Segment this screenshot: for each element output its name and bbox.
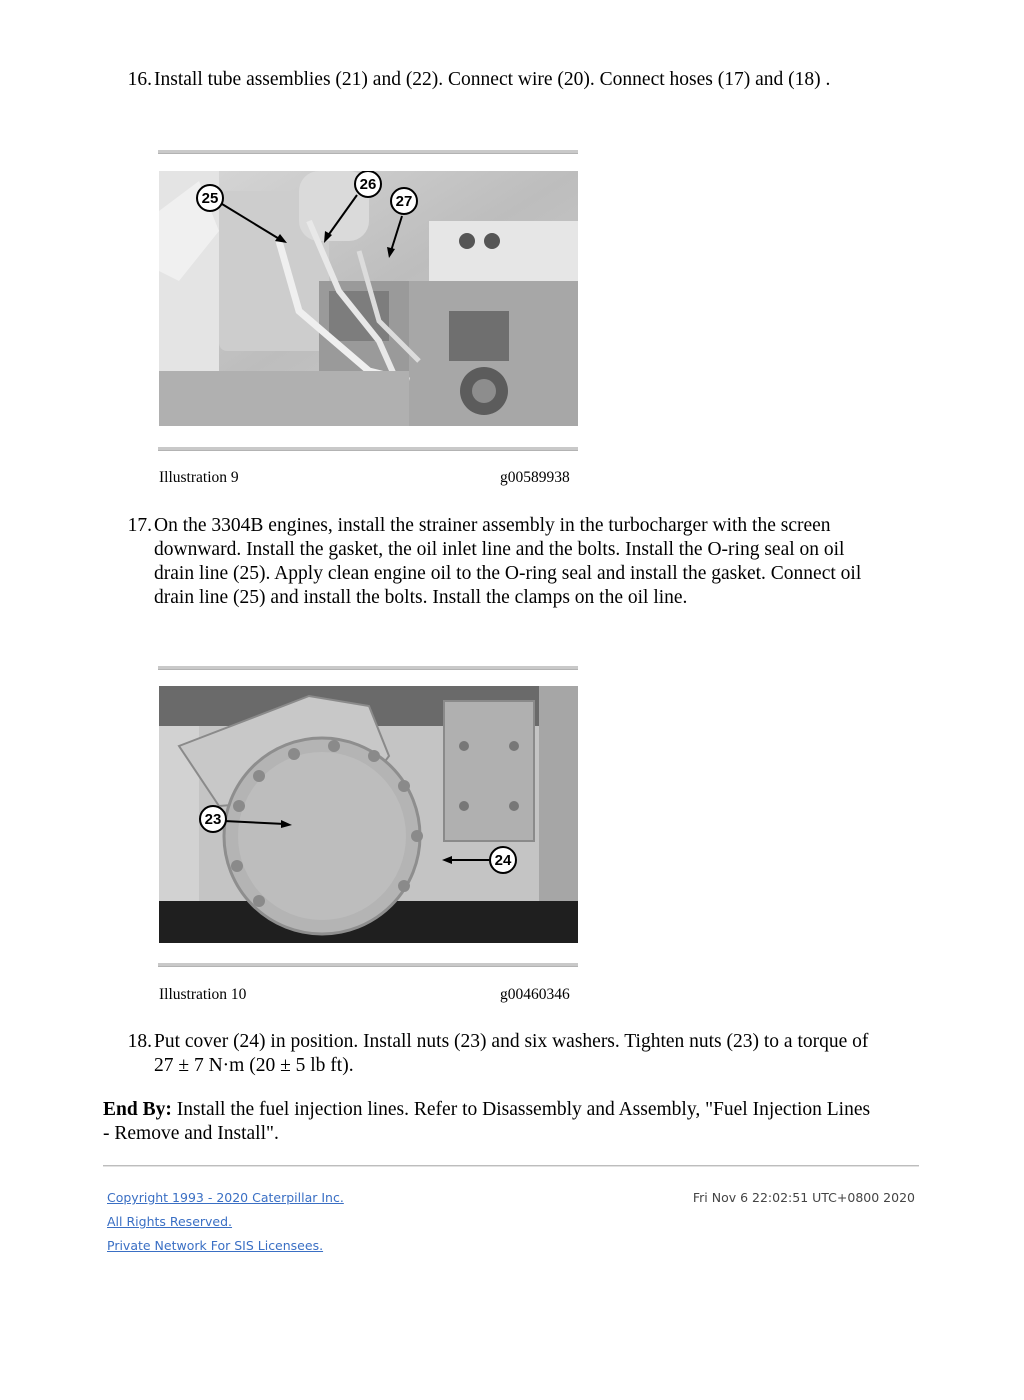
step-text-line: drain line (25). Apply clean engine oil to the O-ring seal and install the gasket. Connect oil xyxy=(154,563,862,584)
illustration-top-rule xyxy=(158,150,578,154)
step-number: 17. xyxy=(127,515,152,536)
illustration-bottom-rule xyxy=(158,447,578,451)
all-rights-link[interactable]: All Rights Reserved. xyxy=(107,1214,233,1229)
end-by xyxy=(103,1098,923,1146)
callout-label: 24 xyxy=(494,852,512,869)
step-text-line: On the 3304B engines, install the strainer assembly in the turbocharger with the screen xyxy=(154,515,831,536)
callout-label: 25 xyxy=(201,190,219,207)
end-by-text-line: - Remove and Install". xyxy=(103,1123,279,1144)
copyright-link[interactable]: Copyright 1993 - 2020 Caterpillar Inc. xyxy=(107,1190,344,1205)
end-by-text: Install the fuel injection lines. Refer to Disassembly and Assembly, "Fuel Injection Lines xyxy=(176,1099,871,1120)
illustration-code: g00460346 xyxy=(500,986,570,1003)
step-text-line: drain line (25) and install the bolts. Install the clamps on the oil line. xyxy=(154,587,688,608)
callout-label: 26 xyxy=(359,176,377,193)
step-text-line: 27 ± 7 N·m (20 ± 5 lb ft). xyxy=(154,1055,354,1076)
illustration-code: g00589938 xyxy=(500,469,570,486)
illustration-10-photo xyxy=(159,686,578,943)
illustration-caption: Illustration 9 xyxy=(159,469,239,486)
end-by-label: End By: xyxy=(103,1099,172,1120)
footer-divider xyxy=(103,1165,919,1167)
illustration-9-photo xyxy=(159,171,578,426)
illustration-top-rule xyxy=(158,666,578,670)
step-text xyxy=(154,1030,868,1078)
step-number: 16. xyxy=(127,69,152,90)
step-number: 18. xyxy=(127,1031,152,1052)
step-text xyxy=(154,514,861,610)
private-network-link[interactable]: Private Network For SIS Licensees. xyxy=(107,1238,324,1253)
step-text-line: Put cover (24) in position. Install nuts (23) and six washers. Tighten nuts (23) to a torque of xyxy=(154,1031,869,1052)
illustration-caption: Illustration 10 xyxy=(159,986,247,1003)
step-text-line: downward. Install the gasket, the oil inlet line and the bolts. Install the O-ring seal on oil xyxy=(154,539,845,560)
callout-label: 27 xyxy=(395,193,413,210)
illustration-bottom-rule xyxy=(158,963,578,967)
step-text: Install tube assemblies (21) and (22). Connect wire (20). Connect hoses (17) and (18) . xyxy=(154,69,831,90)
footer-timestamp: Fri Nov 6 22:02:51 UTC+0800 2020 xyxy=(692,1190,915,1205)
callout-label: 23 xyxy=(204,811,222,828)
